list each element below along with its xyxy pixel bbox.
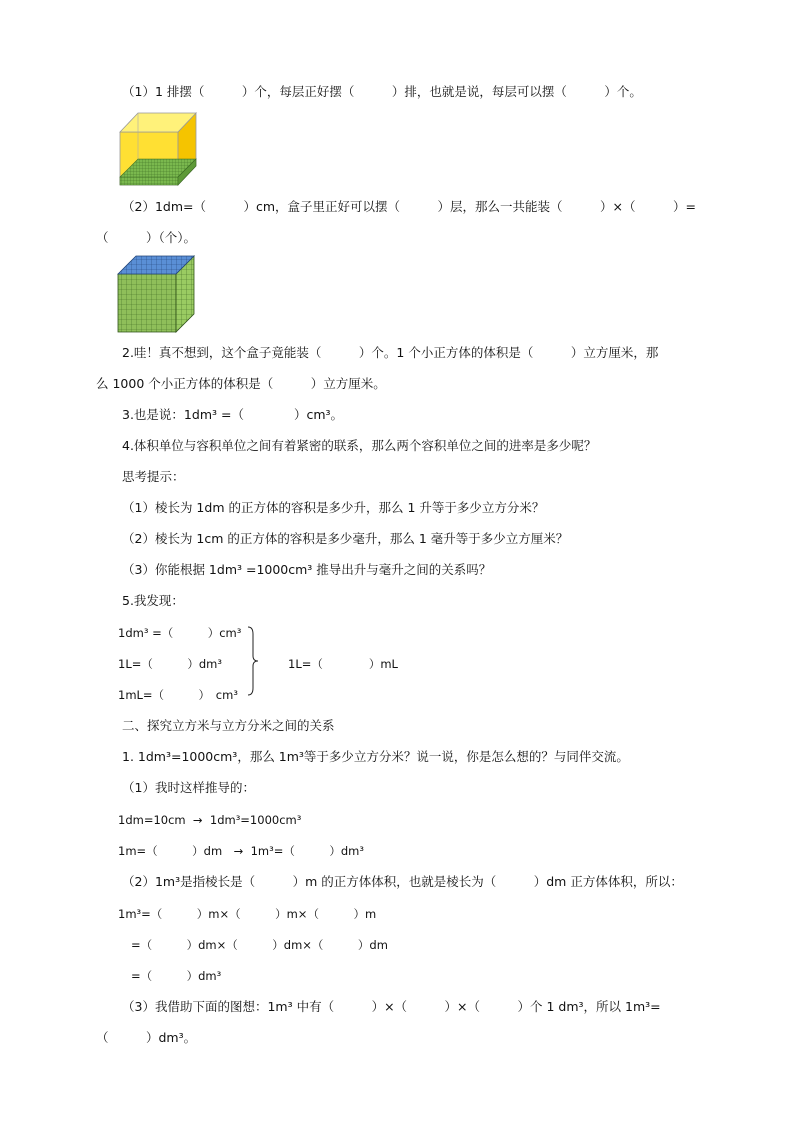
formula-m-dm: 1m=（ ）dm → 1m³=（ ）dm³ [118,844,364,858]
formula-dm-cm: 1dm=10cm → 1dm³=1000cm³ [118,813,302,827]
hint-1: （1）棱长为 1dm 的正方体的容积是多少升，那么 1 升等于多少立方分米？ [122,500,545,515]
question-5: 5.我发现： [122,593,184,608]
question-2-1-2: （2）1m³是指棱长是（ ）m 的正方体体积，也就是棱长为（ ）dm 正方体体积，所以： [122,874,683,889]
formula-l-ml: 1L=（ ）mL [288,657,398,671]
formula-dm3-result: =（ ）dm³ [131,969,222,983]
hint-2: （2）棱长为 1cm 的正方体的容积是多少毫升，那么 1 毫升等于多少立方厘米？ [122,531,569,546]
hint-3: （3）你能根据 1dm³ =1000cm³ 推导出升与毫升之间的关系吗？ [122,562,492,577]
question-2-1: 1. 1dm³=1000cm³，那么 1m³等于多少立方分米？说一说，你是怎么想的？与同伴交流。 [122,749,629,764]
right-brace-icon [246,626,260,696]
full-cube-of-small-cubes-illustration [116,254,196,334]
section-2-heading: 二、探究立方米与立方分米之间的关系 [122,718,335,733]
question-2-1-3-continued: （ ）dm³。 [96,1030,197,1045]
question-3: 3.也是说：1dm³ =（ ）cm³。 [122,407,344,422]
question-2: 2.哇！真不想到，这个盒子竟能装（ ）个。1 个小正方体的体积是（ ）立方厘米，那 [122,345,659,360]
hint-heading: 思考提示： [122,469,185,484]
question-1-2-continued: （ ）（个）。 [96,230,197,245]
question-2-1-1: （1）我时这样推导的： [122,780,255,795]
formula-ml-cm3: 1mL=（ ） cm³ [118,688,238,702]
formula-dm3-cm3: 1dm³ =（ ）cm³ [118,626,242,640]
question-2-continued: 么 1000 个小正方体的体积是（ ）立方厘米。 [96,376,386,391]
question-1-1: （1）1 排摆（ ）个，每层正好摆（ ）排，也就是说，每层可以摆（ ）个。 [122,84,642,99]
formula-l-dm3: 1L=（ ）dm³ [118,657,222,671]
formula-dm-expansion: =（ ）dm×（ ）dm×（ ）dm [131,938,388,952]
formula-m3-expansion: 1m³=（ ）m×（ ）m×（ ）m [118,907,377,921]
question-2-1-3: （3）我借助下面的图想：1m³ 中有（ ）×（ ）×（ ）个 1 dm³，所以 1m³= [122,999,661,1014]
yellow-box-one-layer-illustration [118,111,198,187]
question-4: 4.体积单位与容积单位之间有着紧密的联系，那么两个容积单位之间的进率是多少呢？ [122,438,597,453]
question-1-2: （2）1dm=（ ）cm，盒子里正好可以摆（ ）层，那么一共能装（ ）×（ ）= [122,199,696,214]
